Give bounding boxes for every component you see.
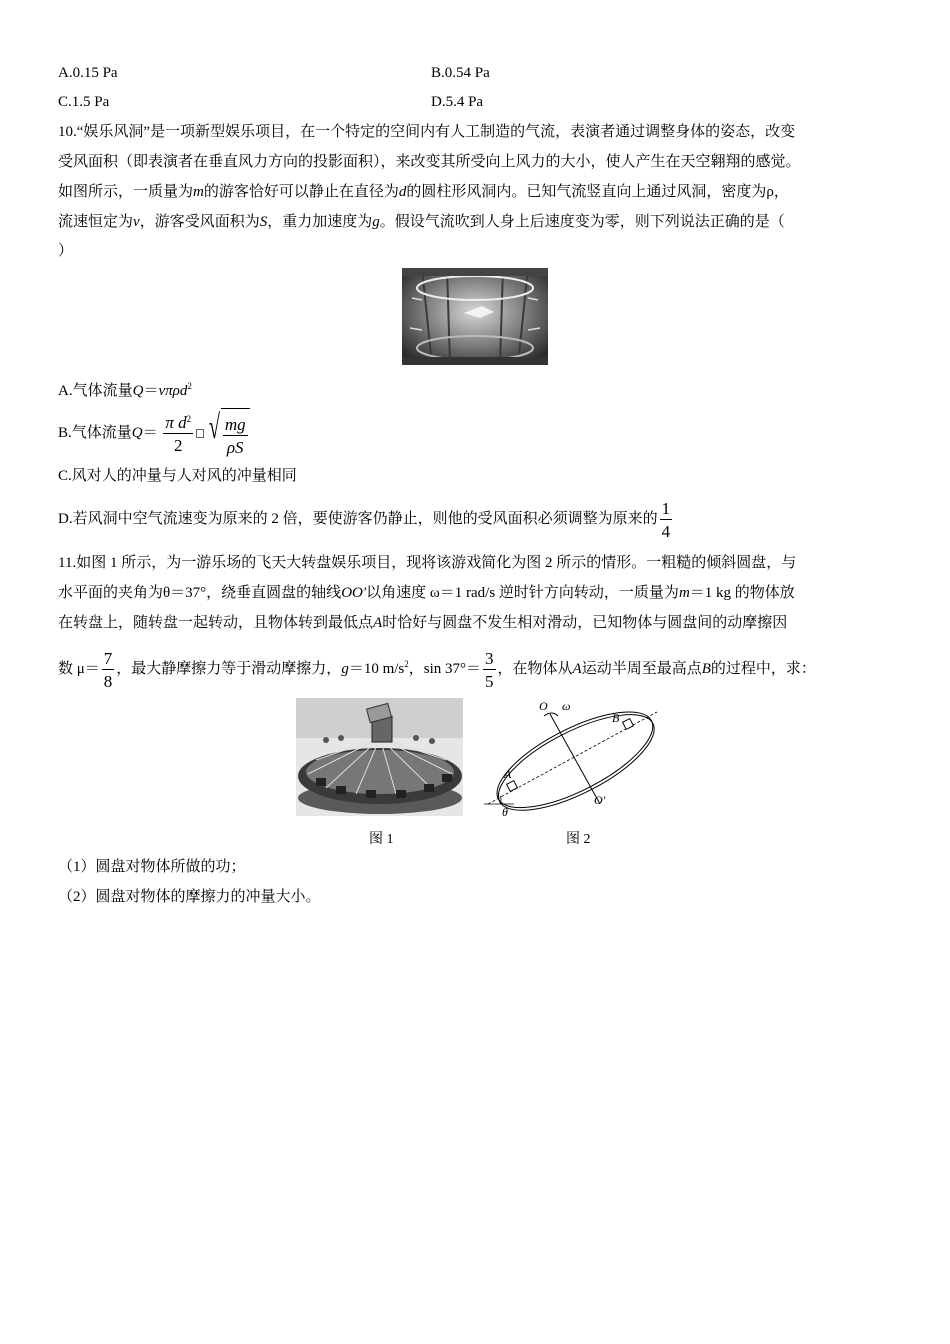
q10-option-b: B.气体流量Q＝ $\frac{\pi d^2}{2}$ √ $\frac{mg}{\rho S}$	[58, 408, 250, 459]
ride-photo	[296, 698, 463, 816]
label-O: O	[539, 699, 548, 713]
q10-option-a: A.气体流量Q＝vπρd$^2$	[58, 381, 192, 399]
label-O-prime: O′	[594, 793, 606, 807]
q10-b-fraction: $\frac{\pi d^2}{2}$	[165, 412, 192, 455]
q10-b-sqrt: √ $\frac{mg}{\rho S}$	[205, 408, 249, 459]
figure-1-caption: 图 1	[369, 832, 394, 847]
q11-sub-question-1: （1）圆盘对物体所做的功；	[58, 859, 246, 875]
q10-option-c: C.风对人的冲量与人对风的冲量相同	[58, 468, 297, 484]
wind-tunnel-photo	[402, 268, 548, 365]
label-B: B	[612, 711, 620, 725]
q10-stem-line5: ）	[58, 243, 74, 259]
figure-2-caption: 图 2	[566, 832, 591, 847]
q11-stem-line3: 在转盘上，随转盘一起转动，且物体转到最低点A时恰好与圆盘不发生相对滑动，已知物体与圆盘间的动摩擦因	[58, 615, 788, 631]
q10-stem-line2: 受风面积（即表演者在垂直风力方向的投影面积），来改变其所受向上风力的大小，使人产生在天空翱翔的感觉。	[58, 154, 801, 170]
q9-option-a: A.0.15 Pa	[58, 65, 118, 81]
q11-sub-question-2: （2）圆盘对物体的摩擦力的冲量大小。	[58, 889, 321, 905]
q11-stem-line1: 11.如图 1 所示，为一游乐场的飞天大转盘娱乐项目，现将该游戏简化为图 2 所示的情形。一粗糙的倾斜圆盘，与	[58, 555, 797, 571]
label-omega: ω	[562, 699, 571, 713]
placeholder-box-icon	[196, 429, 204, 438]
q10-stem-line1: 10.“娱乐风洞”是一项新型娱乐项目，在一个特定的空间内有人工制造的气流，表演者通过调整身体的姿态，改变	[58, 124, 796, 140]
q11-stem-line2: 水平面的夹角为θ＝37°，绕垂直圆盘的轴线OO′以角速度 ω＝1 rad/s 逆时针方向转动，一质量为m＝1 kg 的物体放	[58, 585, 795, 601]
q9-option-b: B.0.54 Pa	[431, 65, 490, 81]
sin-fraction: $\frac{3}{5}$	[485, 648, 494, 691]
label-theta: θ	[502, 805, 508, 819]
q10-stem-line3: 如图所示，一质量为m的游客恰好可以静止在直径为d的圆柱形风洞内。已知气流竖直向上通过风洞，密度为ρ，	[58, 184, 789, 200]
q11-stem-line4: 数 μ＝ $\frac{7}{8}$ ，最大静摩擦力等于滑动摩擦力，g＝10 $m/s^2$，sin 37°＝ $\frac{3}{5}$ ，在物体从A运动半周至最高点B的过程中，求：	[58, 648, 816, 691]
mu-fraction: $\frac{7}{8}$	[103, 648, 113, 691]
q10-option-d: D.若风洞中空气流速变为原来的 2 倍，要使游客仍静止，则他的受风面积必须调整为原来的 $\frac{1}{4}$	[58, 498, 671, 541]
q9-option-c: C.1.5 Pa	[58, 94, 110, 110]
label-A: A	[504, 767, 512, 781]
inclined-disc-diagram	[482, 696, 662, 820]
q10-stem-line4: 流速恒定为v，游客受风面积为S，重力加速度为g。假设气流吹到人身上后速度变为零，则下列说法正确的是（	[58, 214, 785, 230]
q9-option-d: D.5.4 Pa	[431, 94, 484, 110]
q10-d-fraction: $\frac{1}{4}$	[661, 498, 671, 541]
